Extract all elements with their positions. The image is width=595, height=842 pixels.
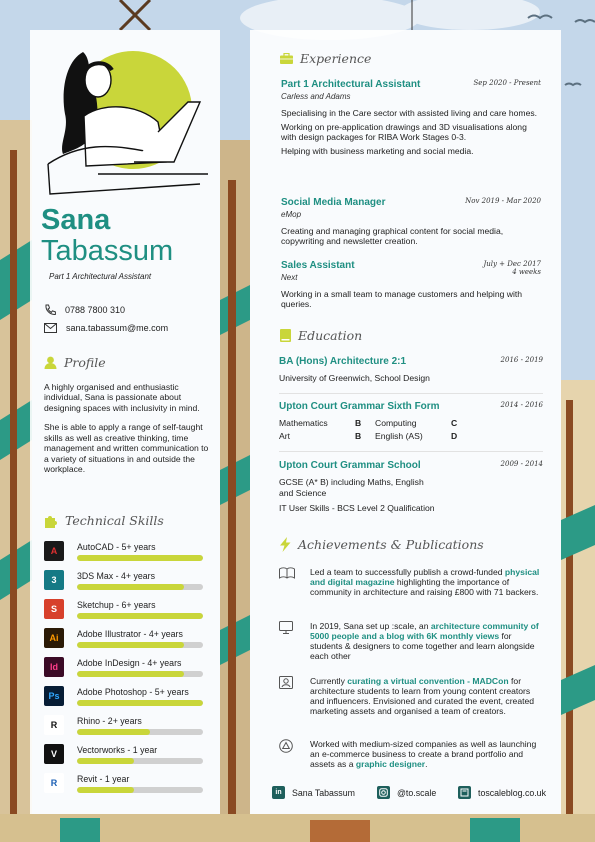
autocad-icon: A: [44, 541, 64, 561]
job-title: Part 1 Architectural Assistant: [281, 79, 421, 90]
divider: [279, 393, 543, 394]
education-title: Upton Court Grammar Sixth Form: [279, 401, 440, 412]
skill-label: Adobe InDesign - 4+ years: [77, 658, 182, 668]
achievement-item: [279, 621, 545, 663]
education-entry: [279, 356, 543, 384]
profile-paragraph-1: A highly organised and enthusiastic individual, Sana is passionate about designing spaces with inclusivity in mind.: [44, 382, 200, 413]
education-detail: University of Greenwich, School Design: [279, 373, 430, 383]
achievement-item: [279, 739, 545, 781]
skill-label: 3DS Max - 4+ years: [77, 571, 155, 581]
job-bullets: [281, 226, 541, 246]
subject: Mathematics: [279, 418, 328, 428]
body-text: Currently: [310, 676, 348, 686]
skill-level-bar: [77, 758, 203, 764]
skill-row: [44, 599, 214, 623]
skill-level-bar: [77, 555, 203, 561]
job-bullet: Helping with business marketing and social media.: [281, 146, 474, 157]
portrait-icon: [279, 676, 293, 689]
body-text: Led a team to successfully publish a crowd-funded: [310, 567, 505, 577]
education-date: 2014 - 2016: [500, 401, 543, 409]
education-detail: IT User Skills - BCS Level 2 Qualification: [279, 503, 435, 514]
job-title: Part 1 Architectural Assistant: [49, 272, 152, 281]
last-name: Tabassum: [41, 235, 174, 267]
body-text: for architecture students to learn from young content creators and influencers. Envisioned and curated the event, created marketing assets and organised a team of creators.: [310, 676, 535, 717]
grades-table: [279, 418, 543, 441]
education-entry: [279, 460, 543, 514]
skill-level-bar: [77, 787, 203, 793]
book-closed-icon: [280, 329, 291, 342]
3ds-max-icon: 3: [44, 570, 64, 590]
job-title: Social Media Manager: [281, 197, 386, 208]
body-text: Worked with medium-sized companies as well as launching an e-commerce business to create a brand portfolio and assets as a: [310, 739, 537, 770]
job-bullet: Working in a small team to manage customers and helping with queries.: [281, 289, 523, 310]
blog-icon: [458, 786, 471, 799]
person-icon: [44, 356, 57, 369]
job-title: Sales Assistant: [281, 260, 355, 271]
skill-label: Sketchup - 6+ years: [77, 600, 156, 610]
grade: B: [355, 431, 362, 441]
highlight-text: curating a virtual convention - MADCon: [347, 676, 509, 686]
skill-label: AutoCAD - 5+ years: [77, 542, 156, 552]
main-content: [250, 30, 561, 814]
skill-row: [44, 570, 214, 594]
job-bullet: Specialising in the Care sector with assisted living and care homes.: [281, 108, 538, 118]
subject: Art: [279, 431, 290, 441]
photoshop-icon: Ps: [44, 686, 64, 706]
body-text: for students & designers to come together and learn alongside each other: [310, 631, 535, 662]
first-name: Sana: [41, 204, 111, 236]
vectorworks-icon: V: [44, 744, 64, 764]
avatar-illustration: [38, 46, 213, 196]
achievement-text: [310, 676, 542, 717]
skill-level-bar: [77, 729, 203, 735]
job-bullets: [281, 289, 541, 309]
education-title: BA (Hons) Architecture 2:1: [279, 356, 407, 367]
skill-level-bar: [77, 584, 203, 590]
body-text: highlighting the importance of community in architecture and raising £800 with 71 backers.: [310, 577, 539, 598]
skill-row: [44, 686, 214, 710]
skill-label: Vectorworks - 1 year: [77, 745, 158, 755]
job-date: Nov 2019 - Mar 2020: [465, 197, 541, 205]
highlight-text: graphic designer: [355, 759, 426, 770]
highlight-text: physical and digital magazine: [310, 567, 540, 588]
experience-heading: Experience: [280, 51, 371, 66]
phone-icon: [44, 304, 56, 316]
skill-level-fill: [77, 700, 203, 706]
revit-icon: R: [44, 773, 64, 793]
job-entry: [281, 197, 541, 250]
achievement-text: [310, 739, 542, 769]
skill-row: [44, 541, 214, 565]
grade: B: [355, 418, 362, 428]
skill-level-bar: [77, 642, 203, 648]
skill-level-fill: [77, 642, 184, 648]
achievement-text: [310, 621, 542, 662]
phone-row[interactable]: [44, 304, 125, 316]
job-company: Carless and Adams: [281, 92, 351, 101]
skill-row: [44, 773, 214, 797]
instagram-icon: [377, 786, 390, 799]
education-date: 2009 - 2014: [500, 460, 543, 468]
skill-label: Adobe Photoshop - 5+ years: [77, 687, 189, 697]
profile-text: [44, 382, 212, 484]
skill-label: Rhino - 2+ years: [77, 716, 142, 726]
skill-level-bar: [77, 671, 203, 677]
achievement-item: [279, 676, 545, 728]
email-row[interactable]: [44, 323, 168, 333]
triangle-badge-icon: [279, 739, 293, 753]
skill-level-fill: [77, 613, 203, 619]
profile-heading: Profile: [44, 355, 106, 370]
puzzle-icon: [44, 514, 58, 528]
education-entry: [279, 401, 543, 441]
skill-row: [44, 628, 214, 652]
job-entry: [281, 79, 541, 161]
skill-level-fill: [77, 729, 150, 735]
skill-label: Adobe Illustrator - 4+ years: [77, 629, 183, 639]
job-bullets: [281, 108, 541, 157]
skill-level-fill: [77, 671, 184, 677]
mail-icon: [44, 323, 57, 333]
subject: Computing: [375, 418, 417, 428]
monitor-icon: [279, 621, 293, 634]
skill-row: [44, 657, 214, 681]
sketchup-icon: S: [44, 599, 64, 619]
achievement-item: [279, 567, 545, 609]
skill-row: [44, 715, 214, 739]
skill-row: [44, 744, 214, 768]
achievements-heading: Achievements & Publications: [280, 537, 484, 552]
skill-level-bar: [77, 700, 203, 706]
divider: [279, 451, 543, 452]
left-sidebar: [30, 30, 220, 814]
instagram-link[interactable]: @to.scale: [377, 786, 436, 799]
grade: C: [451, 418, 458, 428]
profile-paragraph-2: She is able to apply a range of self-taught skills as well as creative thinking, time management and written communication to a variety of situations in and outside the workplace.: [44, 422, 209, 475]
linkedin-icon: in: [272, 786, 285, 799]
education-detail: GCSE (A* B) including Maths, English and Science: [279, 477, 424, 498]
job-company: eMop: [281, 210, 302, 219]
skill-level-fill: [77, 584, 184, 590]
highlight-text: architecture community of 5000 people and a blog with 6K monthly views: [310, 621, 539, 642]
phone-number: 0788 7800 310: [65, 305, 126, 315]
book-icon: [279, 567, 295, 579]
education-title: Upton Court Grammar School: [279, 460, 421, 471]
body-text: .: [425, 759, 428, 770]
job-entry: [281, 260, 541, 313]
skill-level-bar: [77, 613, 203, 619]
job-date: July + Dec 2017 4 weeks: [483, 260, 541, 277]
rhino-icon: R: [44, 715, 64, 735]
education-date: 2016 - 2019: [500, 356, 543, 364]
indesign-icon: Id: [44, 657, 64, 677]
job-bullet: Working on pre-application drawings and 3D visualisations along with design packages for RIBA Work Stages 0-3.: [281, 122, 527, 143]
lightning-icon: [280, 537, 291, 552]
grade: D: [451, 431, 458, 441]
blog-link[interactable]: toscaleblog.co.uk: [458, 786, 546, 799]
skill-level-fill: [77, 758, 134, 764]
skill-level-fill: [77, 555, 203, 561]
job-bullet: Creating and managing graphical content for social media, copywriting and newsletter creation.: [281, 226, 504, 247]
linkedin-link[interactable]: in Sana Tabassum: [272, 786, 355, 799]
briefcase-icon: [280, 53, 293, 64]
job-company: Next: [281, 273, 298, 282]
job-date: Sep 2020 - Present: [473, 79, 541, 87]
illustrator-icon: Ai: [44, 628, 64, 648]
email-address: sana.tabassum@me.com: [66, 323, 169, 333]
education-heading: Education: [280, 328, 362, 343]
skill-level-fill: [77, 787, 134, 793]
skill-label: Revit - 1 year: [77, 774, 130, 784]
subject: English (AS): [375, 431, 423, 441]
body-text: In 2019, Sana set up :scale, an: [310, 621, 431, 631]
achievement-text: [310, 567, 542, 597]
skills-heading: Technical Skills: [44, 513, 164, 528]
